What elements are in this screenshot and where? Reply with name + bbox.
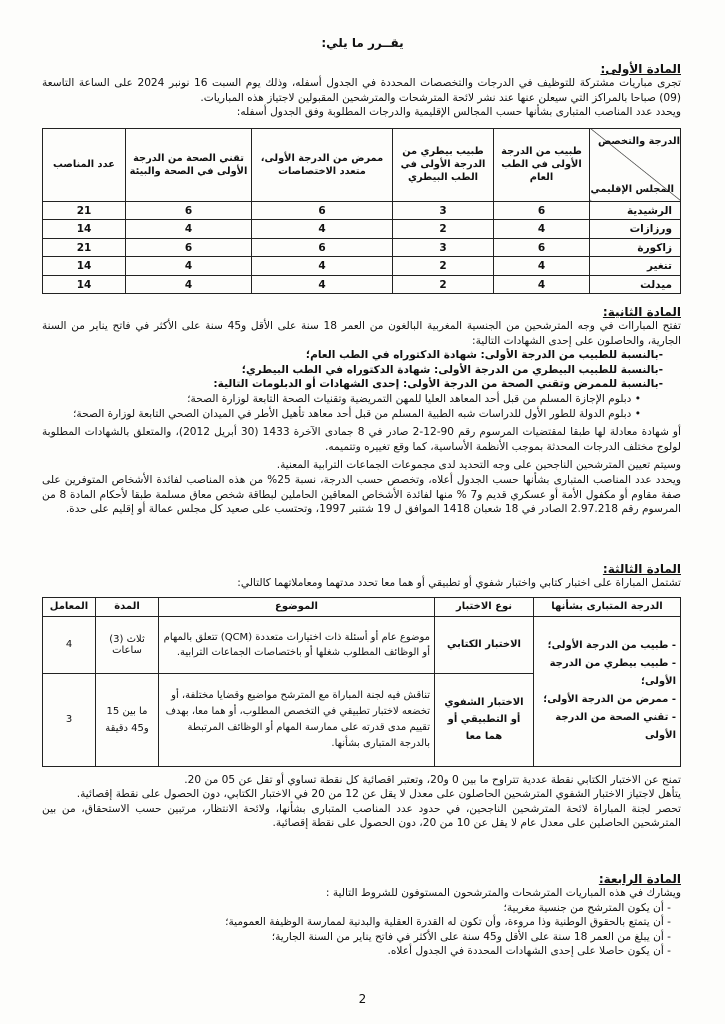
article-2 (42, 305, 681, 517)
table-row (43, 220, 681, 239)
article-1 (42, 62, 681, 294)
value-cell: 6 (126, 201, 252, 220)
list-item: -بالنسبة للطبيب البيطري من الدرجة الأولى: شهادة الدكتوراه في الطب البيطري؛ (241, 363, 663, 376)
col-header: المدة (96, 597, 159, 616)
coefficient-cell: 3 (43, 673, 96, 766)
col-header: طبيب من الدرجة الأولى في الطب العام (494, 128, 590, 201)
conditions-list (42, 901, 681, 959)
region-cell: ميدلت (590, 275, 681, 294)
list-item: • دبلوم الإجازة المسلم من قبل أحد المعاهد العليا للمهن التمريضية وتقنيات الصحة التابعة لوزارة الصحة؛ (42, 392, 641, 407)
value-cell: 4 (494, 220, 590, 239)
value-cell: 4 (252, 257, 393, 276)
grade-item: - طبيب من الدرجة الأولى؛ (547, 640, 676, 652)
value-cell: 3 (393, 201, 494, 220)
grade-item: - ممرض من الدرجة الأولى؛ (543, 694, 676, 706)
region-cell: تنغير (590, 257, 681, 276)
col-header: طبيب بيطري من الدرجة الأولى في الطب البيطري (393, 128, 494, 201)
article-3-heading: المادة الثالثة: (602, 562, 681, 576)
grades-cell (534, 616, 681, 766)
coefficient-cell: 4 (43, 616, 96, 673)
article-2-para4: ويحدد عدد المناصب المتبارى بشأنها حسب الجدول أعلاه، وتخصص حسب الدرجة، نسبة 25% من هذه المناصب لفائدة الأشخاص المتوفرين على صفة مقاوم أو مكفول الأمة أو عسكري قديم و7 % منها لفائدة الأشخاص المعاقين الحاملين لبطاقة شخص معاق مسلمة طبقا لأحكام المادة 8 من المرسوم رقم 2.97.218 الصادر في 18 شعبان 1418 الموافق ل 19 شتنبر 1997، وتحتسب على صعيد كل مجلس عمالة أو إقليم على حدة. (42, 473, 682, 516)
subject-cell: تناقش فيه لجنة المباراة مع المترشح مواضيع وقضايا مختلفة، أو تخضعه لاختبار تطبيقي في التخصص المطلوب، أو هما معا، بهدف تقييم مدى قدرته على ممارسة المهام أو الوظائف المرتبطة بالدرجة المتبارى بشأنها. (159, 673, 435, 766)
value-cell: 14 (43, 220, 126, 239)
article-2-para: تفتح المباراات في وجه المترشحين من الجنسية المغربية البالغون من العمر 18 سنة على الأقل و45 سنة على الأكثر في فاتح يناير من السنة الجارية، والحاصلون على إحدى الشهادات التالية: (42, 320, 681, 347)
article-1-heading: المادة الأولى: (600, 62, 681, 76)
duration-cell: ثلاث (3) ساعات (96, 616, 159, 673)
value-cell: 2 (393, 220, 494, 239)
col-header: تقني الصحة من الدرجة الأولى في الصحة والبيئة (126, 128, 252, 201)
exam-type-cell: الاختبار الكتابي (435, 616, 534, 673)
col-header: ممرض من الدرجة الأولى، متعدد الاختصاصات (252, 128, 393, 201)
table-row (43, 201, 681, 220)
grade-item: - طبيب بيطري من الدرجة الأولى؛ (549, 658, 676, 688)
decree-line: يقــرر ما يلي: (321, 36, 404, 50)
table-row (43, 275, 681, 294)
value-cell: 4 (494, 275, 590, 294)
value-cell: 6 (494, 201, 590, 220)
corner-top-label: الدرجة والتخصص (598, 135, 680, 147)
value-cell: 6 (252, 201, 393, 220)
table-row (43, 257, 681, 276)
article-4-heading: المادة الرابعة: (598, 872, 681, 886)
value-cell: 4 (126, 220, 252, 239)
col-header: الدرجة المتبارى بشأنها (534, 597, 681, 616)
value-cell: 14 (43, 275, 126, 294)
article-1-para2: ويحدد عدد المناصب المتبارى بشأنها حسب المجالس الإقليمية والدرجات المطلوبة وفق الجدول أسفله: (236, 106, 681, 119)
table-row (43, 616, 681, 673)
list-item: • دبلوم الدولة للطور الأول للدراسات شبه الطبية المسلم من قبل أحد معاهد تأهيل الأطر في الميدان الصحي التابعة لوزارة الصحة؛ (42, 407, 641, 422)
col-header: عدد المناصب (43, 128, 126, 201)
grade-item: - تقني الصحة من الدرجة الأولى (555, 712, 676, 742)
table-row (43, 238, 681, 257)
corner-bottom-label: المجلس الإقليمي (590, 183, 674, 195)
article-4-para: ويشارك في هذه المباريات المترشحات والمترشحون المستوفون للشروط التالية : (325, 887, 681, 899)
table-corner-cell (590, 128, 681, 201)
article-1-para: تجرى مباريات مشتركة للتوظيف في الدرجات والتخصصات المحددة في الجدول أسفله، وذلك يوم السبت 16 نونبر 2024 على الساعة التاسعة (09) صباحا بالمراكز التي سيعلن عنها عند نشر لائحة المترشحات والمترشحين المقبولين لاجتياز هذه المباريات. (42, 77, 681, 104)
value-cell: 6 (494, 238, 590, 257)
value-cell: 4 (126, 257, 252, 276)
duration-cell: ما بين 15 و45 دقيقة (96, 673, 159, 766)
col-header: الموضوع (159, 597, 435, 616)
region-cell: الرشيدية (590, 201, 681, 220)
exam-type-cell: الاختبار الشفوي أو التطبيقي أو هما معا (435, 673, 534, 766)
exam-table (42, 597, 681, 767)
col-header: المعامل (43, 597, 96, 616)
list-item: - أن يكون المترشح من جنسية مغربية؛ (42, 901, 671, 916)
article-3-para4: تحصر لجنة المباراة لائحة المترشحين الناجحين، في حدود عدد المناصب المتبارى بشأنها، ولائحة الانتظار، مرتبين حسب الاستحقاق، من بين المترشحين الحاصلين على معدل عام لا يقل عن 10 من 20، دون الحصول على نقطة إقصائية. (42, 802, 681, 830)
list-item: - أن يكون حاصلا على إحدى الشهادات المحددة في الجدول أعلاه. (42, 944, 671, 959)
article-3-para3: يتأهل لاجتياز الاختبار الشفوي المترشحين الحاصلون على معدل لا يقل عن 12 من 20 في الاختبار الكتابي، دون الحصول على نقطة إقصائية. (76, 788, 681, 801)
value-cell: 4 (494, 257, 590, 276)
subject-cell: موضوع عام أو أسئلة ذات اختيارات متعددة (QCM) تتعلق بالمهام أو الوظائف المطلوب شغلها أو باختصاصات الجماعات الترابية. (159, 616, 435, 673)
list-item: -بالنسبة للممرض وتقني الصحة من الدرجة الأولى: إحدى الشهادات أو الدبلومات التالية: (213, 378, 663, 391)
value-cell: 21 (43, 201, 126, 220)
col-header: نوع الاختبار (435, 597, 534, 616)
value-cell: 4 (252, 275, 393, 294)
value-cell: 14 (43, 257, 126, 276)
page-number: 2 (358, 992, 367, 1006)
list-item: -بالنسبة للطبيب من الدرجة الأولى: شهادة الدكتوراه في الطب العام؛ (305, 349, 663, 362)
value-cell: 4 (252, 220, 393, 239)
article-4 (42, 872, 681, 959)
list-item: - أن يتمتع بالحقوق الوطنية وذا مروءة، وأن تكون له القدرة العقلية والبدنية لممارسة الوظيفة العمومية؛ (42, 915, 671, 930)
article-3-para2: تمنح عن الاختبار الكتابي نقطة عددية تتراوح ما بين 0 و20، وتعتبر اقصائية كل نقطة تساوي أو تقل عن 05 من 20. (184, 773, 681, 786)
value-cell: 2 (393, 275, 494, 294)
article-2-para3: وسيتم تعيين المترشحين الناجحين على وجه التحديد لدى مجموعات الجماعات الترابية المعنية. (276, 459, 681, 472)
value-cell: 21 (43, 238, 126, 257)
diploma-list (42, 348, 681, 392)
article-2-para2: أو شهادة معادلة لها طبقا لمقتضيات المرسوم رقم 90-12-2 صادر في 8 جمادى الآخرة 1433 (30 أبريل 2012)، والمتعلق بالشهادات المطلوبة لولوج مختلف الدرجات المحدثة بموجب الأنظمة الأساسية، كما وقع تغييره وتتميمه. (42, 426, 681, 453)
region-cell: زاكورة (590, 238, 681, 257)
positions-table (42, 128, 681, 295)
value-cell: 6 (252, 238, 393, 257)
region-cell: ورزازات (590, 220, 681, 239)
article-2-heading: المادة الثانية: (602, 305, 681, 319)
article-3 (42, 562, 681, 831)
value-cell: 6 (126, 238, 252, 257)
value-cell: 3 (393, 238, 494, 257)
diploma-bullets (42, 392, 681, 421)
value-cell: 4 (126, 275, 252, 294)
list-item: - أن يبلغ من العمر 18 سنة على الأقل و45 سنة على الأكثر في فاتح يناير من السنة الجارية؛ (42, 930, 671, 945)
value-cell: 2 (393, 257, 494, 276)
article-3-para: تشتمل المباراة على اختبار كتابي واختبار شفوي أو تطبيقي أو هما معا تحدد مدتهما ومعاملاتهما كالتالي: (237, 577, 681, 589)
